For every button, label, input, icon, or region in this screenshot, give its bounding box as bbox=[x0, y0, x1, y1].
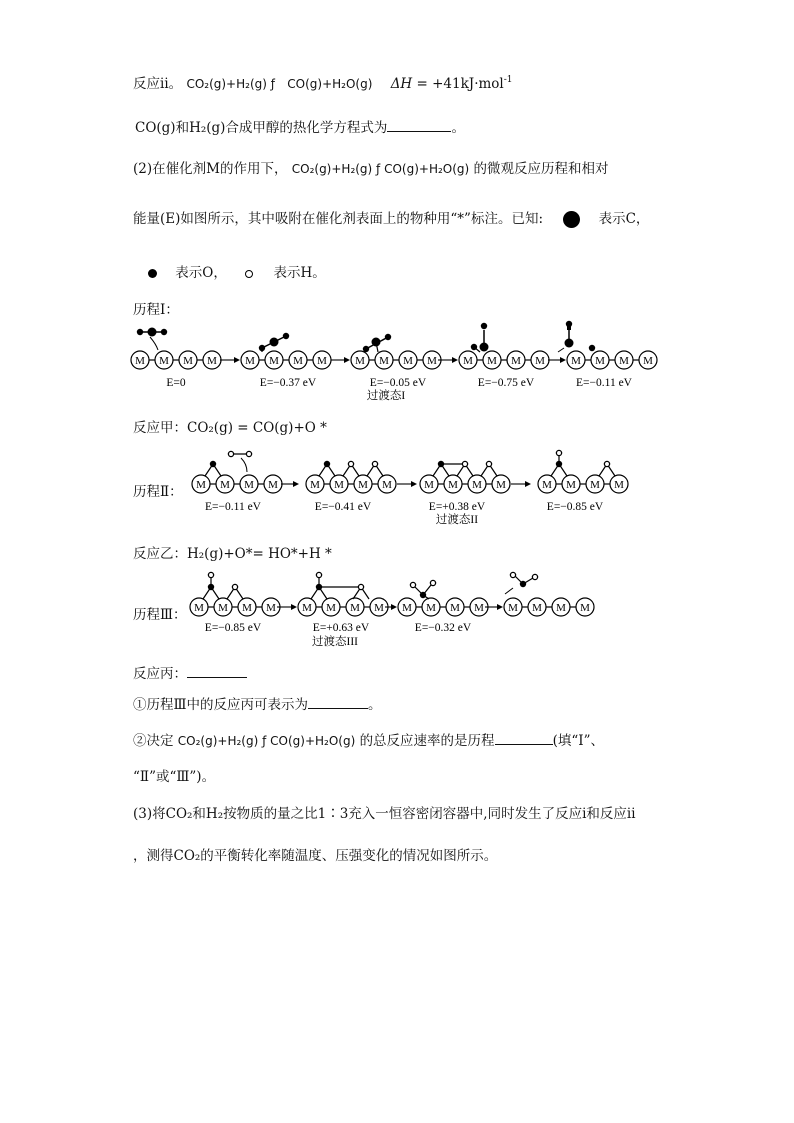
question-3b: ，测得CO₂的平衡转化率随温度、压强变化的情况如图所示。 bbox=[133, 848, 498, 864]
reaction-ii-lhs: CO₂(g)+H₂(g) ƒ bbox=[186, 77, 275, 91]
question-2-mid: 的总反应速率的是历程 bbox=[359, 733, 495, 749]
metal-atom-label: M bbox=[424, 479, 434, 491]
metal-atom-label: M bbox=[269, 355, 279, 367]
carbon-label: 表示C， bbox=[598, 211, 650, 227]
part2-equation: CO₂(g)+H₂(g) ƒ CO(g)+H₂O(g) bbox=[291, 162, 470, 176]
oxygen-label: 表示O， bbox=[175, 265, 227, 281]
arrow-head-icon bbox=[525, 481, 531, 487]
metal-atom-label: M bbox=[571, 355, 581, 367]
hydrogen-atom-icon bbox=[358, 584, 363, 589]
metal-atom-label: M bbox=[595, 355, 605, 367]
oxygen-atom-icon bbox=[148, 269, 157, 278]
question-2b: “Ⅱ”或“Ⅲ”)。 bbox=[133, 769, 216, 785]
route1-title: 历程Ⅰ： bbox=[133, 302, 179, 318]
hydrogen-atom-icon bbox=[556, 450, 561, 455]
metal-atom-label: M bbox=[556, 602, 566, 614]
part2-suffix: 的微观反应历程和相对 bbox=[473, 161, 609, 177]
metal-atom-label: M bbox=[426, 602, 436, 614]
arrow-head-icon bbox=[391, 604, 397, 610]
question-1 bbox=[133, 693, 794, 713]
route2-energy-2: E=+0.38 eV bbox=[428, 501, 486, 513]
metal-atom-label: M bbox=[463, 355, 473, 367]
oxygen-atom-icon bbox=[283, 333, 289, 339]
arrow-head-icon bbox=[234, 357, 240, 363]
route3-diagram bbox=[185, 566, 605, 656]
arrow-head-icon bbox=[497, 604, 503, 610]
metal-atom-label: M bbox=[402, 602, 412, 614]
metal-atom-label: M bbox=[374, 602, 384, 614]
metal-atom-label: M bbox=[350, 602, 360, 614]
metal-atom-label: M bbox=[159, 355, 169, 367]
metal-atom-label: M bbox=[358, 479, 368, 491]
part2-intro-line bbox=[133, 157, 794, 177]
answer-blank-q1[interactable] bbox=[308, 696, 368, 709]
metal-atom-label: M bbox=[334, 479, 344, 491]
reaction-ii-rhs: CO(g)+H₂O(g) bbox=[287, 77, 373, 91]
metal-atom-label: M bbox=[511, 355, 521, 367]
arrow-head-icon bbox=[293, 481, 299, 487]
reaction-a-line bbox=[133, 416, 794, 436]
hydrogen-atom-icon bbox=[232, 584, 237, 589]
oxygen-atom-icon bbox=[363, 346, 369, 352]
route1-energy-1: E=−0.37 eV bbox=[259, 377, 317, 389]
oxygen-atom-icon bbox=[481, 323, 487, 329]
answer-blank-1[interactable] bbox=[387, 119, 451, 132]
metal-atom-label: M bbox=[326, 602, 336, 614]
methanol-question: CO(g)和H₂(g)合成甲醇的热化学方程式为 bbox=[135, 120, 388, 136]
methanol-equation-line bbox=[135, 116, 794, 136]
arrow-head-icon bbox=[291, 604, 297, 610]
arrow-head-icon bbox=[344, 357, 350, 363]
energy-note: 能量(E)如图所示，其中吸附在催化剂表面上的物种用“*”标注。已知: bbox=[133, 211, 543, 227]
metal-atom-label: M bbox=[310, 479, 320, 491]
legend-line-1 bbox=[133, 207, 794, 228]
metal-atom-label: M bbox=[619, 355, 629, 367]
route1-energy-4: E=−0.11 eV bbox=[576, 377, 632, 389]
delta-h-exp: -1 bbox=[503, 75, 513, 85]
metal-atom-label: M bbox=[643, 355, 653, 367]
route2-transition-note: 过渡态II bbox=[435, 514, 479, 526]
metal-atom-label: M bbox=[566, 479, 576, 491]
metal-atom-label: M bbox=[218, 602, 228, 614]
carbon-atom-icon bbox=[270, 338, 279, 347]
oxygen-atom-icon bbox=[161, 329, 167, 335]
adsorb-arrow bbox=[150, 337, 158, 350]
hydrogen-atom-icon bbox=[430, 580, 435, 585]
adsorb-arrow bbox=[241, 458, 247, 472]
question-2-end: (填“Ⅰ”、 bbox=[552, 733, 604, 749]
oxygen-atom-icon bbox=[137, 329, 143, 335]
metal-atom-label: M bbox=[403, 355, 413, 367]
carbon-atom-icon bbox=[480, 343, 489, 352]
route2-title: 历程Ⅱ： bbox=[133, 484, 183, 500]
metal-atom-label: M bbox=[614, 479, 624, 491]
delta-h-value: = +41kJ·mol bbox=[412, 76, 504, 92]
route2-diagram bbox=[185, 448, 645, 536]
hydrogen-atom-icon bbox=[410, 582, 415, 587]
route2-energy-1: E=−0.41 eV bbox=[314, 501, 372, 513]
route3-title: 历程Ⅲ： bbox=[133, 607, 187, 623]
route3-energy-0: E=−0.85 eV bbox=[204, 622, 262, 634]
question-1-text: ①历程Ⅲ中的反应丙可表示为 bbox=[133, 697, 309, 713]
metal-atom-label: M bbox=[580, 602, 590, 614]
hydrogen-atom-icon bbox=[208, 572, 213, 577]
metal-atom-label: M bbox=[317, 355, 327, 367]
period: 。 bbox=[451, 120, 465, 136]
question-2-prefix: ②决定 bbox=[133, 733, 174, 749]
metal-atom-label: M bbox=[508, 602, 518, 614]
route1-energy-3: E=−0.75 eV bbox=[477, 377, 535, 389]
metal-atom-label: M bbox=[242, 602, 252, 614]
route3-energy-2: E=−0.32 eV bbox=[414, 622, 472, 634]
hydrogen-atom-icon bbox=[245, 270, 253, 278]
hydrogen-atom-icon bbox=[246, 451, 251, 456]
hydrogen-atom-icon bbox=[532, 574, 537, 579]
oxygen-atom-icon bbox=[589, 345, 595, 351]
hydrogen-atom-icon bbox=[510, 572, 515, 577]
oxygen-atom-icon bbox=[520, 581, 526, 587]
metal-atom-label: M bbox=[355, 355, 365, 367]
metal-atom-label: M bbox=[302, 602, 312, 614]
answer-blank-reaction-c[interactable] bbox=[187, 665, 247, 678]
carbon-atom-icon bbox=[563, 211, 580, 228]
question-2-equation: CO₂(g)+H₂(g) ƒ CO(g)+H₂O(g) bbox=[177, 734, 356, 748]
metal-atom-label: M bbox=[532, 602, 542, 614]
reaction-c-line bbox=[133, 662, 794, 682]
metal-atom-label: M bbox=[196, 479, 206, 491]
route1-transition-note: 过渡态I bbox=[366, 390, 406, 402]
part2-prefix: (2)在催化剂M的作用下， bbox=[133, 161, 288, 177]
carbon-atom-icon bbox=[565, 339, 574, 348]
hydrogen-atom-icon bbox=[604, 461, 609, 466]
reaction-a: 反应甲：CO₂(g) = CO(g)+O * bbox=[133, 420, 327, 436]
carbon-atom-icon bbox=[148, 328, 157, 337]
hydrogen-atom-icon bbox=[462, 461, 467, 466]
desorb-arrow bbox=[558, 348, 564, 352]
metal-atom-label: M bbox=[535, 355, 545, 367]
reaction-ii-prefix: 反应ⅱ。 bbox=[133, 76, 183, 92]
metal-atom-label: M bbox=[293, 355, 303, 367]
route1-energy-2: E=−0.05 eV bbox=[369, 377, 427, 389]
metal-atom-label: M bbox=[427, 355, 437, 367]
metal-atom-label: M bbox=[382, 479, 392, 491]
hydrogen-atom-icon bbox=[348, 461, 353, 466]
hydrogen-label: 表示H。 bbox=[273, 265, 326, 281]
metal-atom-label: M bbox=[183, 355, 193, 367]
metal-atom-label: M bbox=[194, 602, 204, 614]
bond bbox=[415, 587, 423, 595]
metal-atom-label: M bbox=[448, 479, 458, 491]
reaction-b: 反应乙：H₂(g)+O*= HO*+H * bbox=[133, 546, 332, 562]
reaction-ii-line bbox=[133, 72, 794, 92]
hydrogen-atom-icon bbox=[486, 461, 491, 466]
metal-atom-label: M bbox=[487, 355, 497, 367]
oxygen-atom-icon bbox=[566, 321, 572, 327]
route2-energy-3: E=−0.85 eV bbox=[546, 501, 604, 513]
hydrogen-atom-icon bbox=[372, 461, 377, 466]
arrow-head-icon bbox=[411, 481, 417, 487]
metal-atom-label: M bbox=[590, 479, 600, 491]
route3-energy-1: E=+0.63 eV bbox=[312, 622, 370, 634]
route2-energy-0: E=−0.11 eV bbox=[205, 501, 261, 513]
metal-atom-label: M bbox=[450, 602, 460, 614]
route1-energy-0: E=0 bbox=[166, 377, 186, 389]
arrow-head-icon bbox=[560, 357, 566, 363]
oxygen-atom-icon bbox=[210, 461, 216, 467]
desorb-arrow bbox=[505, 588, 513, 594]
hydrogen-atom-icon bbox=[316, 572, 321, 577]
hydrogen-atom-icon bbox=[228, 451, 233, 456]
metal-atom-label: M bbox=[220, 479, 230, 491]
metal-atom-label: M bbox=[268, 479, 278, 491]
route1-diagram bbox=[128, 318, 658, 408]
metal-atom-label: M bbox=[542, 479, 552, 491]
metal-atom-label: M bbox=[244, 479, 254, 491]
metal-atom-label: M bbox=[496, 479, 506, 491]
metal-atom-label: M bbox=[379, 355, 389, 367]
legend-line-2 bbox=[148, 261, 794, 281]
reaction-b-line bbox=[133, 542, 794, 562]
delta-h-label: ΔH bbox=[390, 76, 413, 92]
metal-atom-label: M bbox=[472, 479, 482, 491]
arrow-head-icon bbox=[452, 357, 458, 363]
reaction-c: 反应丙： bbox=[133, 666, 187, 682]
metal-atom-label: M bbox=[207, 355, 217, 367]
metal-atom-label: M bbox=[266, 602, 276, 614]
oxygen-atom-icon bbox=[324, 461, 330, 467]
question-3: (3)将CO₂和H₂按物质的量之比1∶3充入一恒容密闭容器中,同时发生了反应ⅰ和反应ⅱ bbox=[133, 806, 636, 822]
route3-transition-note: 过渡态III bbox=[312, 636, 358, 648]
metal-atom-label: M bbox=[245, 355, 255, 367]
metal-atom-label: M bbox=[474, 602, 484, 614]
period: 。 bbox=[368, 697, 382, 713]
metal-atom-label: M bbox=[135, 355, 145, 367]
answer-blank-q2[interactable] bbox=[495, 732, 553, 745]
oxygen-atom-icon bbox=[385, 334, 391, 340]
question-2 bbox=[133, 729, 794, 749]
